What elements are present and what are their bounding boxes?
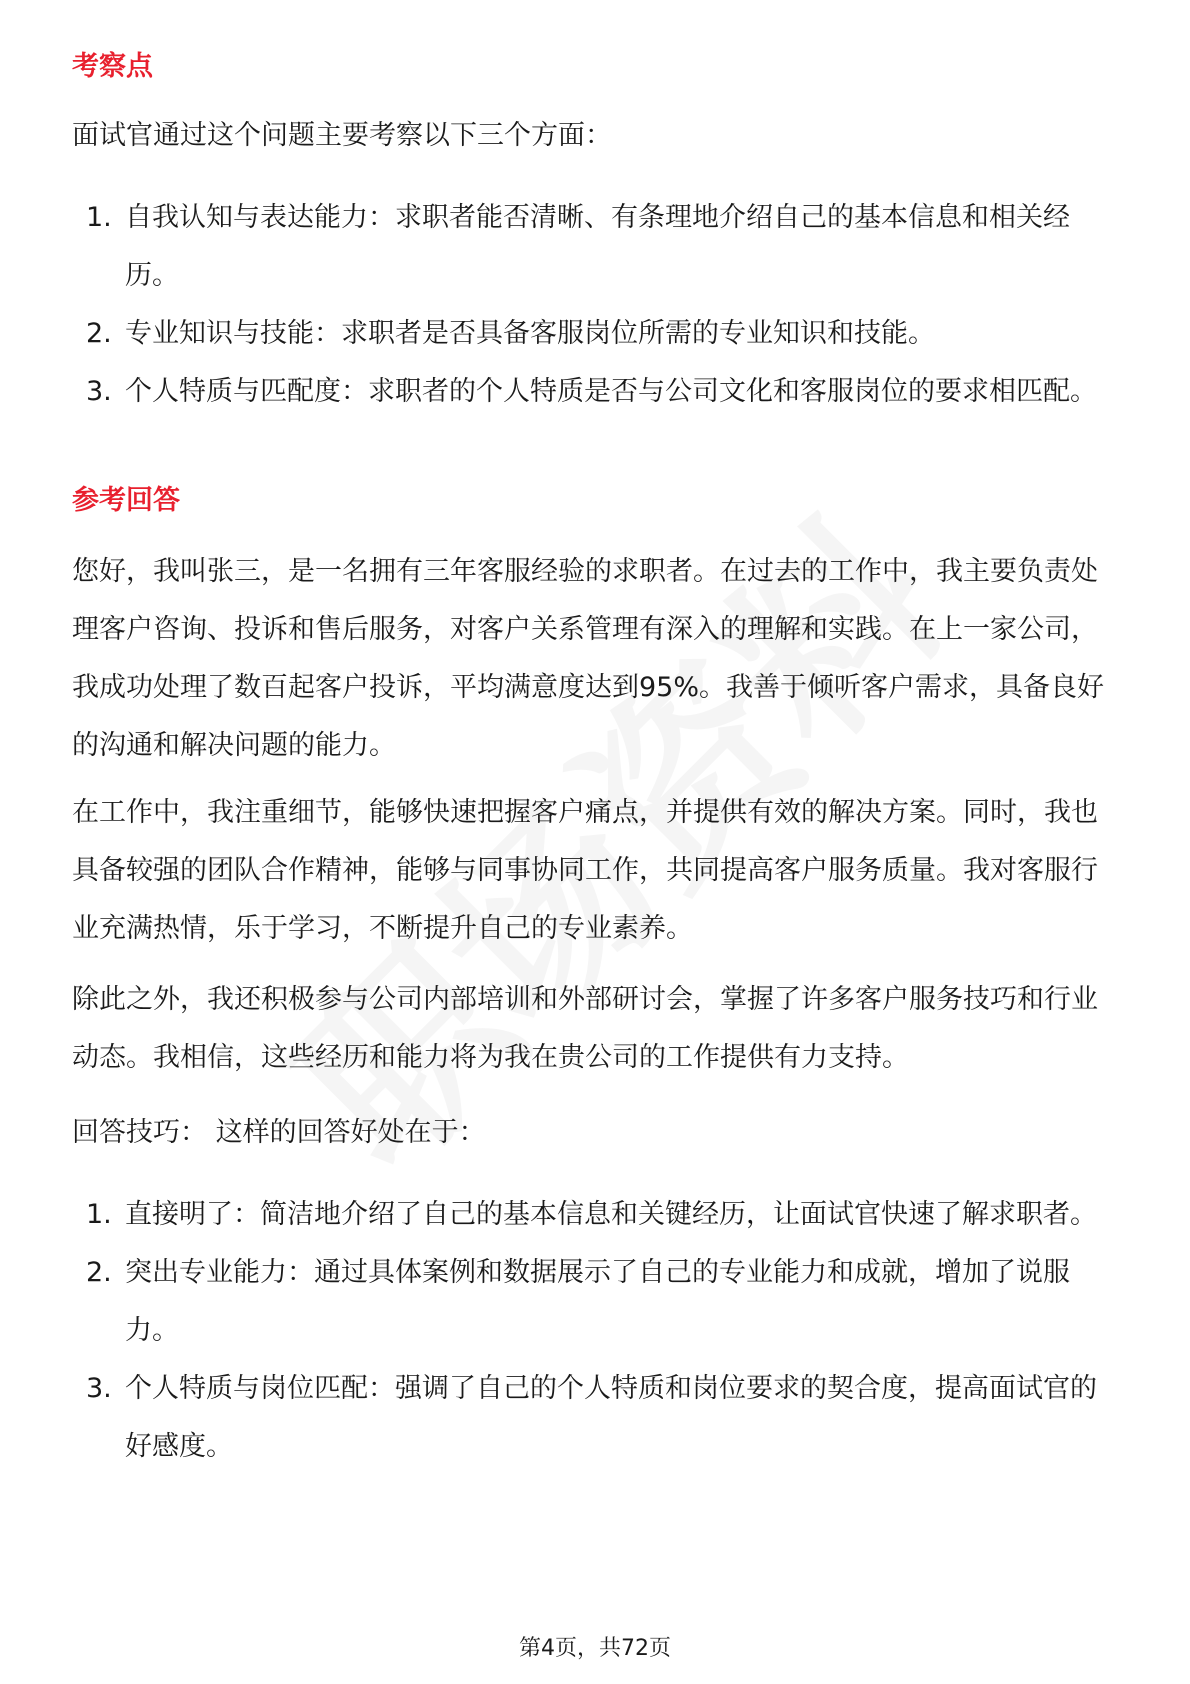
answer-paragraph: 在工作中，我注重细节，能够快速把握客户痛点，并提供有效的解决方案。同时，我也具备较强的团队合作精神，能够与同事协同工作，共同提高客户服务质量。我对客服行业充满热情，乐于学习，不断提升自己的专业素养。 [72,797,1098,944]
tips-intro: 回答技巧： 这样的回答好处在于： [72,1117,486,1148]
list-item: 1. 自我认知与表达能力：求职者能否清晰、有条理地介绍自己的基本信息和相关经历。 [86,202,1070,291]
list-item: 2. 专业知识与技能：求职者是否具备客服岗位所需的专业知识和技能。 [86,318,935,349]
answer-paragraph: 您好，我叫张三，是一名拥有三年客服经验的求职者。在过去的工作中，我主要负责处理客户咨询、投诉和售后服务，对客户关系管理有深入的理解和实践。在上一家公司，我成功处理了数百起客户投诉，平均满意度达到95%。我善于倾听客户需求，具备良好的沟通和解决问题的能力。 [72,556,1105,761]
assessment-list [72,189,1122,421]
page-number: 第4页，共72页 [519,1636,671,1661]
heading-reference-answer: 参考回答 [72,485,180,516]
list-item: 2. 突出专业能力：通过具体案例和数据展示了自己的专业能力和成就，增加了说服力。 [86,1257,1070,1346]
heading-assessment-points: 考察点 [72,51,153,82]
list-item: 1. 直接明了：简洁地介绍了自己的基本信息和关键经历，让面试官快速了解求职者。 [86,1199,1097,1230]
list-item: 3. 个人特质与匹配度：求职者的个人特质是否与公司文化和客服岗位的要求相匹配。 [86,376,1097,407]
list-item: 3. 个人特质与岗位匹配：强调了自己的个人特质和岗位要求的契合度，提高面试官的好感度。 [86,1373,1097,1462]
tips-list [72,1186,1122,1476]
intro-paragraph: 面试官通过这个问题主要考察以下三个方面： [72,120,612,151]
answer-paragraph: 除此之外，我还积极参与公司内部培训和外部研讨会，掌握了许多客户服务技巧和行业动态。我相信，这些经历和能力将为我在贵公司的工作提供有力支持。 [72,984,1098,1073]
